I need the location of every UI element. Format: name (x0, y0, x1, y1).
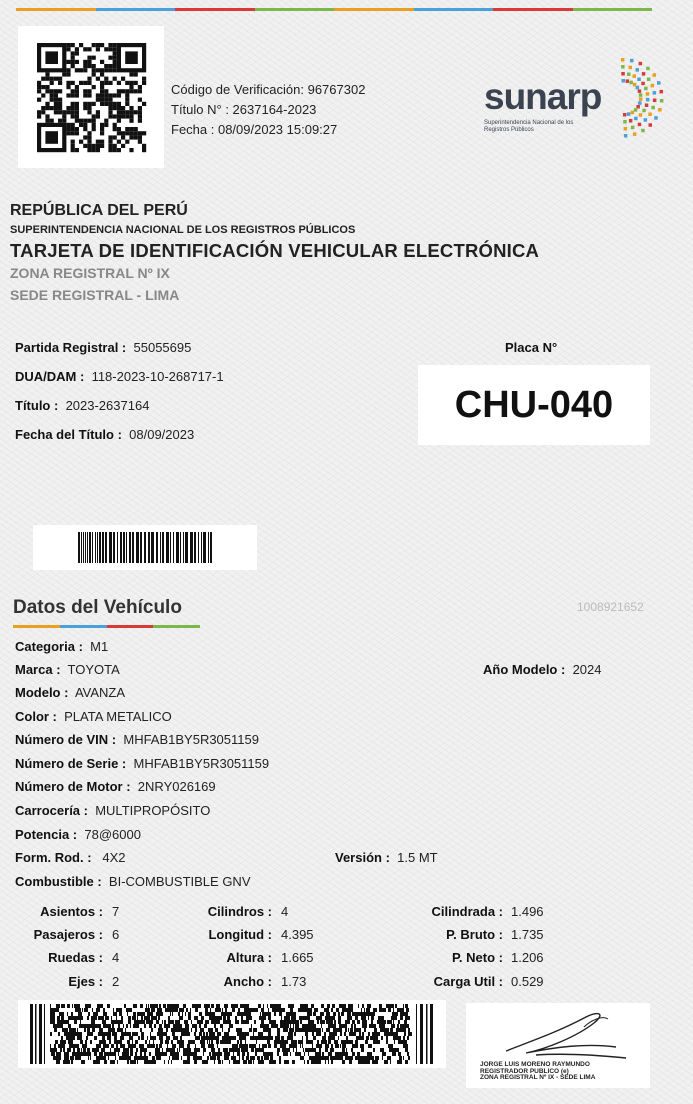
combustible-label: Combustible : (15, 874, 102, 889)
plate-box (418, 365, 650, 445)
partida-label: Partida Registral : (15, 340, 127, 355)
verification-code: Código de Verificación: 96767302 (171, 82, 366, 97)
asientos-value: 7 (112, 904, 120, 919)
fecha-value: 08/09/2023 (129, 427, 195, 442)
header-office: SEDE REGISTRAL - LIMA (10, 287, 180, 303)
dua-label: DUA/DAM : (15, 369, 85, 384)
motor-value: 2NRY026169 (137, 779, 216, 794)
longitud-value: 4.395 (281, 927, 314, 942)
version-row (335, 850, 438, 865)
serie-row (15, 756, 269, 771)
marca-value: TOYOTA (67, 662, 120, 677)
carroceria-row (15, 803, 210, 818)
marca-row (15, 662, 120, 677)
categoria-label: Categoria : (15, 639, 83, 654)
signature-block (466, 1003, 650, 1088)
carroceria-value: MULTIPROPÓSITO (95, 803, 211, 818)
modelo-row (15, 685, 125, 700)
partida-value: 55055695 (133, 340, 192, 355)
cilindros-value: 4 (281, 904, 289, 919)
vin-label: Número de VIN : (15, 732, 117, 747)
formrod-label: Form. Rod. : (15, 850, 92, 865)
header-document-title: TARJETA DE IDENTIFICACIÓN VEHICULAR ELECTRÓNICA (10, 240, 540, 261)
potencia-label: Potencia : (15, 827, 78, 842)
color-label: Color : (15, 709, 57, 724)
verification-block (171, 80, 365, 140)
modelo-value: AVANZA (74, 685, 126, 700)
color-row (15, 709, 172, 724)
pbruto-label: P. Bruto : (446, 927, 503, 942)
formrod-value: 4X2 (102, 850, 126, 865)
asientos-label: Asientos : (40, 904, 103, 919)
color-value: PLATA METALICO (64, 709, 172, 724)
carga-label: Carga Util : (433, 974, 503, 989)
altura-label: Altura : (226, 950, 272, 965)
fecha-row (15, 427, 194, 442)
verification-date: Fecha : 08/09/2023 15:09:27 (171, 122, 338, 137)
dua-row (15, 369, 224, 384)
potencia-value: 78@6000 (84, 827, 141, 842)
motor-label: Número de Motor : (15, 779, 131, 794)
ejes-value: 2 (112, 974, 120, 989)
anio-value: 2024 (572, 662, 602, 677)
ruedas-value: 4 (112, 950, 120, 965)
pneto-value: 1.206 (511, 950, 544, 965)
top-color-bar (16, 8, 652, 11)
sunarp-logo (480, 38, 665, 148)
categoria-row (15, 639, 108, 654)
titulo-value: 2023-2637164 (65, 398, 150, 413)
document-code: 1008921652 (577, 600, 644, 614)
longitud-label: Longitud : (208, 927, 272, 942)
combustible-value: BI-COMBUSTIBLE GNV (108, 874, 251, 889)
cilindrada-label: Cilindrada : (431, 904, 503, 919)
formrod-row (15, 850, 126, 865)
categoria-value: M1 (90, 639, 109, 654)
pneto-label: P. Neto : (451, 950, 503, 965)
vin-row (15, 732, 259, 747)
qr-code (18, 26, 164, 168)
marca-label: Marca : (15, 662, 61, 677)
anio-row (483, 662, 601, 677)
signature-name: JORGE LUIS MORENO RAYMUNDO (480, 1061, 590, 1068)
altura-value: 1.665 (281, 950, 314, 965)
fecha-label: Fecha del Título : (15, 427, 122, 442)
sunburst-icon (480, 38, 665, 148)
motor-row (15, 779, 216, 794)
serie-value: MHFAB1BY5R3051159 (133, 756, 270, 771)
serie-label: Número de Serie : (15, 756, 127, 771)
titulo-row (15, 398, 149, 413)
logo-word: sunarp (484, 76, 602, 117)
pasajeros-label: Pasajeros : (33, 927, 103, 942)
ruedas-label: Ruedas : (48, 950, 103, 965)
ejes-label: Ejes : (68, 974, 103, 989)
titulo-label: Título : (15, 398, 59, 413)
partida-row (15, 340, 191, 355)
header-country: REPÚBLICA DEL PERÚ (10, 202, 188, 219)
cilindros-label: Cilindros : (207, 904, 272, 919)
version-label: Versión : (335, 850, 390, 865)
dua-value: 118-2023-10-268717-1 (91, 369, 224, 384)
pdf417-barcode (18, 1000, 446, 1068)
logo-subtitle: Superintendencia Nacional de los Registros Públicos (484, 120, 574, 133)
carga-value: 0.529 (511, 974, 544, 989)
carroceria-label: Carrocería : (15, 803, 88, 818)
header-agency: SUPERINTENDENCIA NACIONAL DE LOS REGISTROS PÚBLICOS (10, 224, 356, 236)
ancho-value: 1.73 (281, 974, 307, 989)
signature-role: REGISTRADOR PUBLICO (e) (480, 1067, 569, 1075)
header-zone: ZONA REGISTRAL Nº IX (10, 265, 170, 281)
pasajeros-value: 6 (112, 927, 120, 942)
verification-title: Título N° : 2637164-2023 (171, 102, 317, 117)
section-underline (13, 625, 200, 628)
signature-text (480, 1062, 595, 1082)
anio-label: Año Modelo : (483, 662, 566, 677)
pbruto-value: 1.735 (511, 927, 544, 942)
vin-value: MHFAB1BY5R3051159 (123, 732, 259, 747)
signature-scribble (466, 1003, 650, 1063)
combustible-row (15, 874, 250, 889)
signature-office: ZONA REGISTRAL Nº IX - SEDE LIMA (480, 1074, 596, 1081)
section-title: Datos del Vehículo (13, 597, 182, 618)
cilindrada-value: 1.496 (511, 904, 544, 919)
plate-label: Placa N° (505, 340, 558, 355)
barcode (33, 525, 257, 570)
potencia-row (15, 827, 141, 842)
plate-number: CHU-040 (454, 383, 614, 426)
ancho-label: Ancho : (223, 974, 272, 989)
version-value: 1.5 MT (397, 850, 438, 865)
modelo-label: Modelo : (15, 685, 69, 700)
